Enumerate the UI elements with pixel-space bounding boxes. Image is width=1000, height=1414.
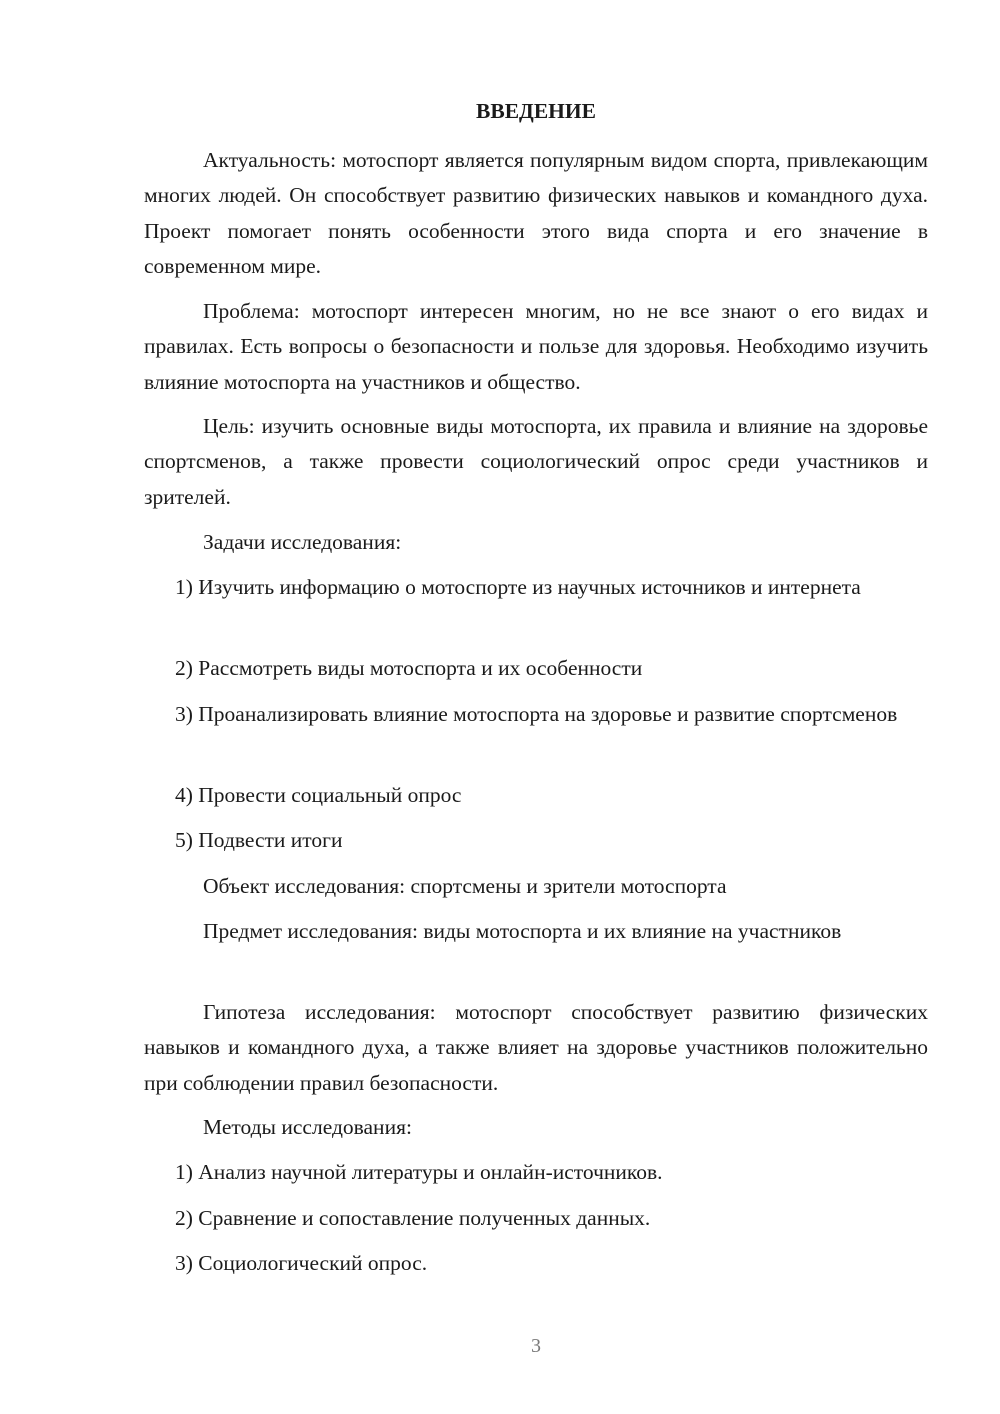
paragraph-relevance: Актуальность: мотоспорт является популярным видом спорта, привлекающим многих людей. Он способствует развитию физических навыков и командного духа. Проект помогает понять особенности этого вида спорта и его значение в современном мире.	[144, 148, 928, 278]
paragraph-goal: Цель: изучить основные виды мотоспорта, их правила и влияние на здоровье спортсменов, а также провести социологический опрос среди участников и зрителей.	[144, 414, 928, 509]
paragraph-methods-heading: Методы исследования:	[203, 1115, 412, 1139]
list-item-method-1: 1) Анализ научной литературы и онлайн-источников.	[175, 1160, 663, 1184]
paragraph-object: Объект исследования: спортсмены и зрители мотоспорта	[203, 874, 727, 898]
paragraph-problem: Проблема: мотоспорт интересен многим, но не все знают о его видах и правилах. Есть вопросы о безопасности и пользе для здоровья. Необходимо изучить влияние мотоспорта на участников и общество.	[144, 299, 928, 394]
section-title: ВВЕДЕНИЕ	[476, 99, 596, 123]
paragraph-tasks-heading: Задачи исследования:	[203, 530, 402, 554]
list-item-task-2: 2) Рассмотреть виды мотоспорта и их особенности	[175, 656, 643, 680]
list-item-task-3: 3) Проанализировать влияние мотоспорта на здоровье и развитие спортсменов	[175, 702, 898, 726]
paragraph-subject: Предмет исследования: виды мотоспорта и их влияние на участников	[203, 919, 842, 943]
list-item-task-5: 5) Подвести итоги	[175, 828, 343, 852]
list-item-method-2: 2) Сравнение и сопоставление полученных данных.	[175, 1206, 651, 1230]
paragraph-hypothesis: Гипотеза исследования: мотоспорт способствует развитию физических навыков и командного духа, а также влияет на здоровье участников положительно при соблюдении правил безопасности.	[144, 1000, 928, 1095]
list-item-task-4: 4) Провести социальный опрос	[175, 783, 462, 807]
list-item-method-3: 3) Социологический опрос.	[175, 1251, 428, 1275]
list-item-task-1: 1) Изучить информацию о мотоспорте из научных источников и интернета	[175, 575, 861, 599]
page-number: 3	[531, 1335, 541, 1357]
